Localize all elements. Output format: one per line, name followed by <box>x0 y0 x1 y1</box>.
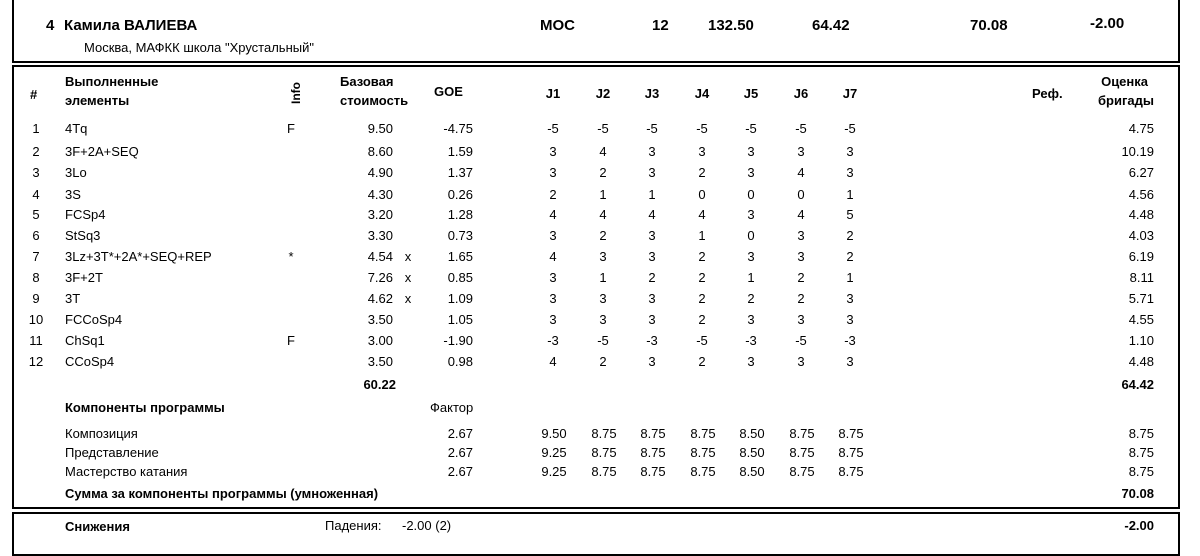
element-base-value: 3.00 <box>367 333 393 348</box>
element-judge-3: 3 <box>648 312 656 327</box>
element-goe: 1.28 <box>447 207 473 222</box>
element-num: 3 <box>32 165 40 180</box>
element-judge-7: 3 <box>846 291 854 306</box>
element-judge-7: 2 <box>846 249 854 264</box>
element-judge-2: 3 <box>599 249 607 264</box>
col-header-num: # <box>30 87 38 102</box>
element-judge-1: 3 <box>549 312 557 327</box>
element-judge-4: 0 <box>698 187 706 202</box>
element-name: 3Lo <box>65 165 87 180</box>
element-base-value: 4.90 <box>367 165 393 180</box>
element-judge-7: 1 <box>846 187 854 202</box>
component-name: Композиция <box>65 426 138 441</box>
element-base-value: 8.60 <box>367 144 393 159</box>
total-segment-score: 132.50 <box>708 17 754 34</box>
col-header-base-1: Базовая <box>340 74 394 89</box>
element-num: 8 <box>32 270 40 285</box>
element-base-value: 3.30 <box>367 228 393 243</box>
component-name: Мастерство катания <box>65 464 188 479</box>
element-judge-5: 3 <box>747 144 755 159</box>
component-judge-1: 9.25 <box>541 464 567 479</box>
component-judge-7: 8.75 <box>838 464 864 479</box>
element-judge-2: -5 <box>597 333 609 348</box>
element-info: * <box>288 249 294 264</box>
element-num: 1 <box>32 121 40 136</box>
element-num: 4 <box>32 187 40 202</box>
element-judge-1: 4 <box>549 249 557 264</box>
component-panel-score: 8.75 <box>1128 426 1154 441</box>
total-deductions: -2.00 <box>1090 15 1125 32</box>
element-judge-5: 0 <box>747 228 755 243</box>
element-judge-6: -5 <box>795 121 807 136</box>
element-bonus-marker: x <box>404 249 412 264</box>
element-num: 11 <box>29 333 43 348</box>
element-judge-3: 1 <box>648 187 656 202</box>
element-judge-5: 1 <box>747 270 755 285</box>
component-judge-1: 9.50 <box>541 426 567 441</box>
element-judge-7: -5 <box>844 121 856 136</box>
deductions-total: -2.00 <box>1124 518 1154 533</box>
element-judge-4: 2 <box>698 354 706 369</box>
element-judge-4: 1 <box>698 228 706 243</box>
element-judge-4: -5 <box>696 333 708 348</box>
skater-club: Москва, МАФКК школа "Хрустальный" <box>84 40 314 55</box>
element-num: 10 <box>28 312 44 327</box>
element-goe: 0.85 <box>447 270 473 285</box>
element-judge-1: -3 <box>547 333 559 348</box>
component-factor: 2.67 <box>447 445 473 460</box>
element-panel-score: 4.56 <box>1128 187 1154 202</box>
element-judge-2: 2 <box>599 354 607 369</box>
component-judge-7: 8.75 <box>838 426 864 441</box>
element-panel-score: 4.75 <box>1128 121 1154 136</box>
skater-nation: МОС <box>540 17 575 34</box>
element-judge-6: 0 <box>797 187 805 202</box>
element-judge-5: -3 <box>745 333 757 348</box>
element-judge-2: 1 <box>599 187 607 202</box>
element-bonus-marker: x <box>404 270 412 285</box>
col-header-elements-1: Выполненные <box>65 74 159 89</box>
element-goe: 1.59 <box>447 144 473 159</box>
element-judge-7: 5 <box>846 207 854 222</box>
element-judge-5: 3 <box>747 354 755 369</box>
col-header-elements-2: элементы <box>65 93 130 108</box>
col-header-j1: J1 <box>545 86 561 101</box>
element-judge-2: -5 <box>597 121 609 136</box>
element-judge-6: 3 <box>797 312 805 327</box>
components-sum-value: 70.08 <box>1121 486 1154 501</box>
component-panel-score: 8.75 <box>1128 464 1154 479</box>
col-header-info: Info <box>289 82 303 104</box>
component-judge-3: 8.75 <box>640 464 666 479</box>
component-judge-5: 8.50 <box>739 445 765 460</box>
element-judge-4: 2 <box>698 291 706 306</box>
element-num: 9 <box>32 291 40 306</box>
element-judge-3: 3 <box>648 228 656 243</box>
element-goe: 1.37 <box>447 165 473 180</box>
components-sum-label: Сумма за компоненты программы (умноженная) <box>65 486 379 501</box>
element-judge-3: 4 <box>648 207 656 222</box>
start-number: 12 <box>652 17 669 34</box>
col-header-base-2: стоимость <box>340 93 409 108</box>
element-judge-3: 3 <box>648 165 656 180</box>
element-bonus-marker: x <box>404 291 412 306</box>
element-base-value: 4.62 <box>367 291 393 306</box>
element-judge-3: -3 <box>646 333 658 348</box>
component-factor: 2.67 <box>447 426 473 441</box>
components-title: Компоненты программы <box>65 400 225 415</box>
element-judge-6: 3 <box>797 228 805 243</box>
component-judge-4: 8.75 <box>690 426 716 441</box>
element-judge-7: 2 <box>846 228 854 243</box>
element-panel-score: 1.10 <box>1128 333 1154 348</box>
element-goe: 1.05 <box>447 312 473 327</box>
element-judge-4: -5 <box>696 121 708 136</box>
element-judge-1: 3 <box>549 270 557 285</box>
element-goe: -1.90 <box>443 333 473 348</box>
element-panel-score: 8.11 <box>1129 270 1154 285</box>
element-judge-4: 2 <box>698 270 706 285</box>
component-judge-7: 8.75 <box>838 445 864 460</box>
col-header-ref: Реф. <box>1032 86 1063 101</box>
element-judge-7: 3 <box>846 144 854 159</box>
element-judge-2: 3 <box>599 312 607 327</box>
element-judge-2: 3 <box>599 291 607 306</box>
element-judge-1: 3 <box>549 144 557 159</box>
element-judge-4: 2 <box>698 249 706 264</box>
element-base-value: 4.54 <box>367 249 393 264</box>
col-header-j7: J7 <box>842 86 858 101</box>
element-panel-score: 4.48 <box>1128 354 1154 369</box>
element-panel-score: 4.55 <box>1128 312 1154 327</box>
element-judge-6: 4 <box>797 207 805 222</box>
element-base-value: 3.50 <box>367 354 393 369</box>
element-judge-1: 3 <box>549 291 557 306</box>
element-judge-6: -5 <box>795 333 807 348</box>
element-judge-6: 2 <box>797 270 805 285</box>
element-judge-2: 4 <box>599 207 607 222</box>
element-name: ChSq1 <box>65 333 105 348</box>
element-judge-6: 3 <box>797 144 805 159</box>
element-judge-7: 3 <box>846 165 854 180</box>
component-judge-1: 9.25 <box>541 445 567 460</box>
skater-rank: 4 <box>46 17 55 34</box>
skater-name: Камила ВАЛИЕВА <box>64 17 198 34</box>
element-judge-1: 4 <box>549 354 557 369</box>
element-judge-3: 2 <box>648 270 656 285</box>
component-judge-6: 8.75 <box>789 445 815 460</box>
element-info: F <box>287 121 295 136</box>
element-base-value: 7.26 <box>367 270 393 285</box>
element-judge-5: 0 <box>747 187 755 202</box>
element-num: 5 <box>32 207 40 222</box>
element-judge-7: 1 <box>846 270 854 285</box>
component-judge-3: 8.75 <box>640 445 666 460</box>
element-judge-4: 3 <box>698 144 706 159</box>
element-judge-6: 3 <box>797 354 805 369</box>
element-name: 4Tq <box>65 121 88 136</box>
col-header-j3: J3 <box>644 86 660 101</box>
element-name: 3F+2T <box>65 270 103 285</box>
component-judge-6: 8.75 <box>789 464 815 479</box>
element-judge-4: 2 <box>698 312 706 327</box>
element-judge-1: 3 <box>549 228 557 243</box>
component-judge-4: 8.75 <box>690 445 716 460</box>
component-judge-5: 8.50 <box>739 426 765 441</box>
element-judge-3: 3 <box>648 291 656 306</box>
element-judge-4: 4 <box>698 207 706 222</box>
elements-total: 64.42 <box>1121 377 1154 392</box>
falls-label: Падения: <box>325 518 382 533</box>
element-num: 7 <box>32 249 40 264</box>
element-judge-5: 3 <box>747 249 755 264</box>
component-panel-score: 8.75 <box>1128 445 1154 460</box>
element-base-value: 3.20 <box>367 207 393 222</box>
deductions-box <box>12 512 1180 556</box>
element-name: 3S <box>65 187 81 202</box>
col-header-panel-2: бригады <box>1098 93 1154 108</box>
element-judge-3: 3 <box>648 354 656 369</box>
deductions-label: Снижения <box>65 519 130 534</box>
element-judge-5: 3 <box>747 312 755 327</box>
element-judge-5: 3 <box>747 165 755 180</box>
element-name: CCoSp4 <box>65 354 115 369</box>
element-judge-5: -5 <box>745 121 757 136</box>
element-judge-2: 2 <box>599 165 607 180</box>
element-panel-score: 4.03 <box>1128 228 1154 243</box>
col-header-j2: J2 <box>595 86 611 101</box>
components-factor-label: Фактор <box>430 400 474 415</box>
element-name: 3F+2A+SEQ <box>65 144 139 159</box>
element-judge-2: 4 <box>599 144 607 159</box>
col-header-panel-1: Оценка <box>1101 74 1148 89</box>
component-judge-4: 8.75 <box>690 464 716 479</box>
element-judge-3: 3 <box>648 144 656 159</box>
element-judge-6: 4 <box>797 165 805 180</box>
component-judge-6: 8.75 <box>789 426 815 441</box>
component-name: Представление <box>65 445 159 460</box>
col-header-goe: GOE <box>434 84 463 99</box>
base-value-total: 60.22 <box>363 377 396 392</box>
element-judge-2: 1 <box>599 270 607 285</box>
element-num: 12 <box>28 354 44 369</box>
element-judge-1: 2 <box>549 187 557 202</box>
element-judge-5: 2 <box>747 291 755 306</box>
component-judge-3: 8.75 <box>640 426 666 441</box>
element-name: FCSp4 <box>65 207 106 222</box>
element-name: FCCoSp4 <box>65 312 123 327</box>
element-info: F <box>287 333 295 348</box>
element-panel-score: 6.19 <box>1128 249 1154 264</box>
element-num: 6 <box>32 228 40 243</box>
element-judge-7: 3 <box>846 312 854 327</box>
element-judge-7: 3 <box>846 354 854 369</box>
element-goe: -4.75 <box>443 121 473 136</box>
element-judge-6: 3 <box>797 249 805 264</box>
element-panel-score: 5.71 <box>1128 291 1154 306</box>
element-judge-6: 2 <box>797 291 805 306</box>
col-header-j5: J5 <box>743 86 759 101</box>
element-judge-1: 3 <box>549 165 557 180</box>
element-name: 3Lz+3T*+2A*+SEQ+REP <box>65 249 212 264</box>
component-judge-5: 8.50 <box>739 464 765 479</box>
total-element-score: 64.42 <box>812 17 850 34</box>
element-name: 3T <box>65 291 81 306</box>
element-base-value: 9.50 <box>367 121 393 136</box>
element-name: StSq3 <box>65 228 101 243</box>
total-program-component-score: 70.08 <box>970 17 1008 34</box>
element-judge-3: -5 <box>646 121 658 136</box>
component-judge-2: 8.75 <box>591 426 617 441</box>
falls-value: -2.00 (2) <box>402 518 452 533</box>
element-goe: 0.73 <box>447 228 473 243</box>
component-judge-2: 8.75 <box>591 445 617 460</box>
component-factor: 2.67 <box>447 464 473 479</box>
element-panel-score: 4.48 <box>1128 207 1154 222</box>
element-base-value: 3.50 <box>367 312 393 327</box>
element-judge-1: -5 <box>547 121 559 136</box>
col-header-j4: J4 <box>694 86 710 101</box>
element-judge-4: 2 <box>698 165 706 180</box>
element-judge-3: 3 <box>648 249 656 264</box>
element-num: 2 <box>32 144 40 159</box>
component-judge-2: 8.75 <box>591 464 617 479</box>
element-judge-5: 3 <box>747 207 755 222</box>
element-base-value: 4.30 <box>367 187 393 202</box>
col-header-j6: J6 <box>793 86 809 101</box>
element-panel-score: 10.19 <box>1121 144 1154 159</box>
element-judge-1: 4 <box>549 207 557 222</box>
element-judge-7: -3 <box>844 333 856 348</box>
element-goe: 0.26 <box>447 187 473 202</box>
element-goe: 1.09 <box>447 291 473 306</box>
element-panel-score: 6.27 <box>1128 165 1154 180</box>
element-judge-2: 2 <box>599 228 607 243</box>
element-goe: 0.98 <box>447 354 473 369</box>
element-goe: 1.65 <box>447 249 473 264</box>
